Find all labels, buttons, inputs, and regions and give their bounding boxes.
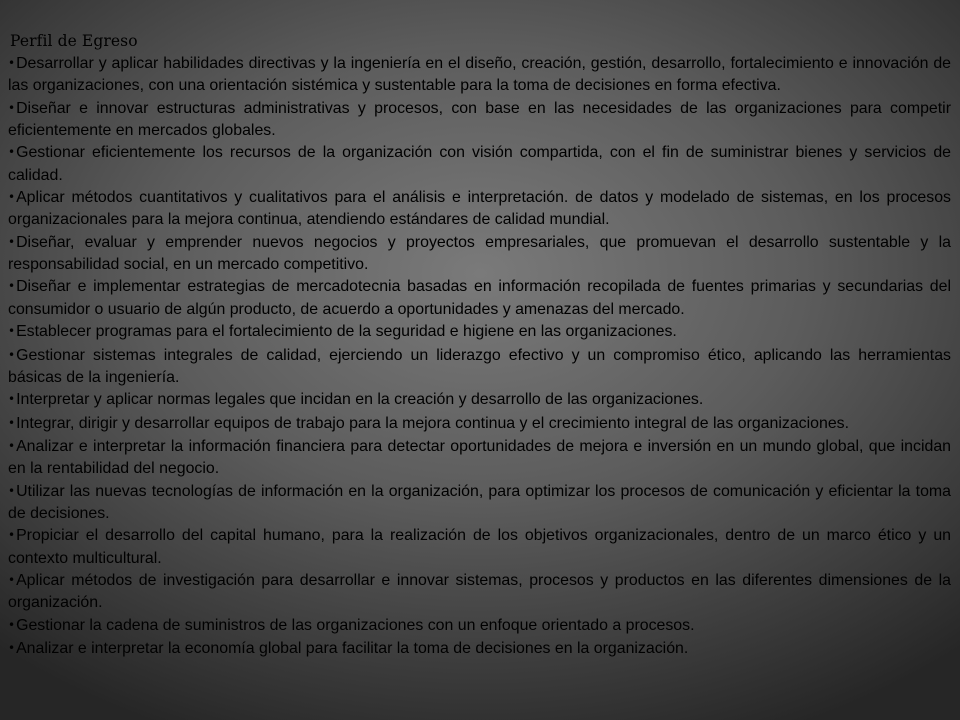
list-item-text: Desarrollar y aplicar habilidades directivas y la ingeniería en el diseño, creación, gestión, desarrollo, fortalecimiento e innovación de las organizaciones, con una orientación sistémica y sustentable para la toma de decisiones en forma efectiva. — [8, 55, 951, 95]
bullet-icon: • — [8, 573, 16, 588]
profile-list — [8, 53, 951, 660]
bullet-icon: • — [8, 347, 16, 362]
list-item-text: Aplicar métodos cuantitativos y cualitativos para el análisis e interpretación. de datos y modelado de sistemas, en los procesos organizacionales para la mejora continua, atendiendo estándares de calidad mundial. — [8, 189, 951, 229]
bullet-icon: • — [8, 190, 16, 205]
list-item — [8, 276, 951, 320]
bullet-icon: • — [8, 145, 16, 160]
list-item-text: Gestionar la cadena de suministros de las organizaciones con un enfoque orientado a procesos. — [16, 616, 695, 634]
bullet-icon: • — [8, 324, 16, 339]
bullet-icon: • — [8, 415, 16, 430]
list-item-text: Analizar e interpretar la economía global para facilitar la toma de decisiones en la organización. — [16, 640, 689, 658]
list-item — [8, 142, 951, 186]
list-item — [8, 232, 951, 276]
list-item-text: Aplicar métodos de investigación para desarrollar e innovar sistemas, procesos y productos en las diferentes dimensiones de la organización. — [8, 572, 951, 612]
bullet-icon: • — [8, 56, 16, 70]
slide-content — [8, 31, 951, 662]
bullet-icon: • — [8, 100, 16, 115]
list-item-text: Diseñar e innovar estructuras administrativas y procesos, con base en las necesidades de las organizaciones para competir eficientemente en mercados globales. — [8, 99, 951, 139]
bullet-icon: • — [8, 392, 16, 407]
list-item-text: Diseñar, evaluar y emprender nuevos negocios y proyectos empresariales, que promuevan el desarrollo sustentable y la responsabilidad social, en un mercado competitivo. — [8, 233, 951, 274]
list-item-text: Interpretar y aplicar normas legales que incidan en la creación y desarrollo de las organizaciones. — [16, 391, 704, 409]
list-item — [8, 413, 951, 435]
list-item — [8, 187, 951, 231]
bullet-icon: • — [8, 279, 16, 294]
list-item — [8, 570, 951, 614]
list-item — [8, 436, 951, 480]
bullet-icon: • — [8, 641, 16, 656]
list-item — [8, 321, 951, 343]
bullet-icon: • — [8, 234, 16, 249]
list-item-text: Propiciar el desarrollo del capital humano, para la realización de los objetivos organizacionales, dentro de un marco ético y un contexto multicultural. — [8, 527, 951, 567]
list-item — [8, 53, 951, 97]
list-item — [8, 98, 951, 142]
list-item-text: Integrar, dirigir y desarrollar equipos de trabajo para la mejora continua y el crecimiento integral de las organizaciones. — [16, 414, 850, 432]
list-item — [8, 389, 951, 411]
slide-title: Perfil de Egreso — [10, 32, 138, 50]
list-item-text: Diseñar e implementar estrategias de mercadotecnia basadas en información recopilada de fuentes primarias y secundarias del consumidor o usuario de algún producto, de acuerdo a oportunidades y amenazas del mercado. — [8, 278, 951, 318]
list-item — [8, 615, 951, 637]
list-item — [8, 481, 951, 525]
list-item-text: Gestionar eficientemente los recursos de la organización con visión compartida, con el fin de suministrar bienes y servicios de calidad. — [8, 144, 951, 184]
list-item — [8, 525, 951, 569]
list-item — [8, 345, 951, 389]
list-item-text: Establecer programas para el fortalecimiento de la seguridad e higiene en las organizaciones. — [16, 323, 677, 341]
list-item-text: Analizar e interpretar la información financiera para detectar oportunidades de mejora e inversión en un mundo global, que incidan en la rentabilidad del negocio. — [8, 437, 951, 478]
bullet-icon: • — [8, 483, 16, 498]
list-item — [8, 638, 951, 660]
list-item-text: Utilizar las nuevas tecnologías de información en la organización, para optimizar los procesos de comunicación y eficientar la toma de decisiones. — [8, 482, 951, 522]
bullet-icon: • — [8, 528, 16, 543]
list-item-text: Gestionar sistemas integrales de calidad, ejerciendo un liderazgo efectivo y un compromiso ético, aplicando las herramientas básicas de la ingeniería. — [8, 346, 951, 386]
bullet-icon: • — [8, 438, 16, 453]
bullet-icon: • — [8, 617, 16, 632]
